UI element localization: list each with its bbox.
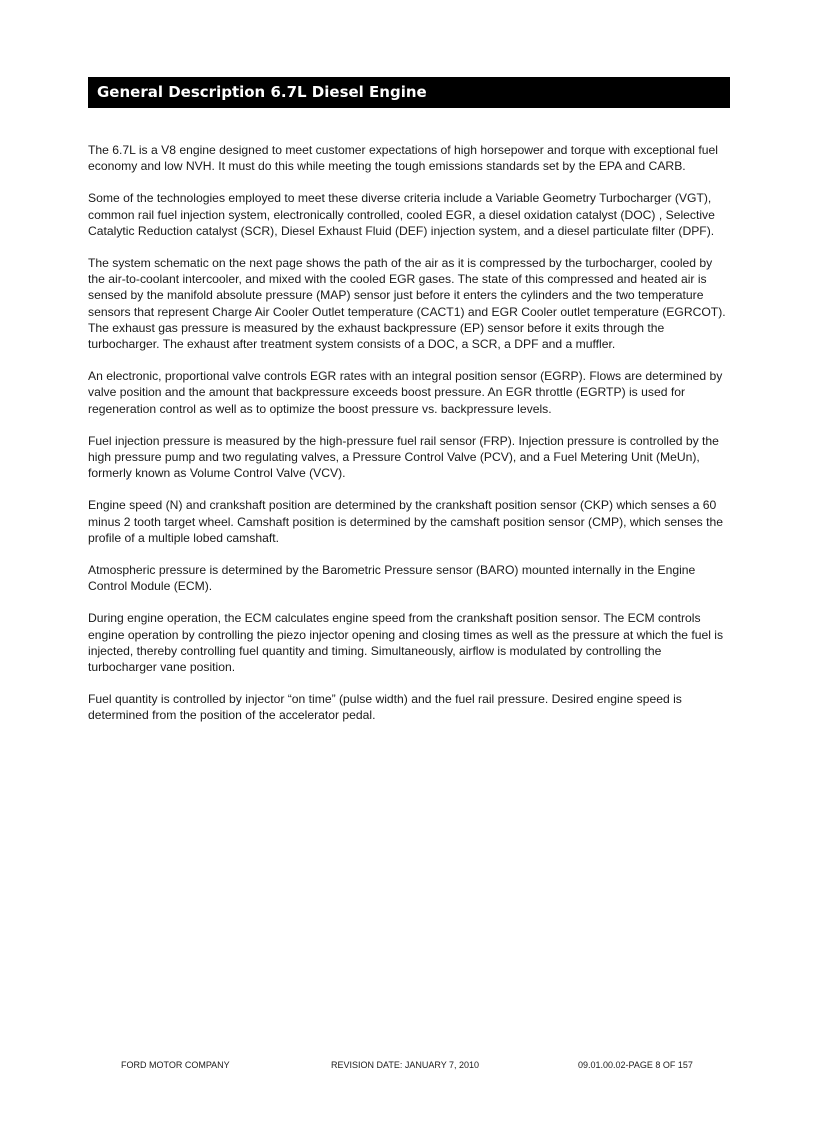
footer-page-number: 09.01.00.02-PAGE 8 OF 157 [578, 1060, 693, 1070]
section-header-bar [88, 77, 730, 108]
paragraph-system-schematic: The system schematic on the next page shows the path of the air as it is compressed by the turbocharger, cooled by the air-to-coolant intercooler, and mixed with the cooled EGR gases. The state of this compressed and heated air is sensed by the manifold absolute pressure (MAP) sensor just before it enters the cylinders and the two temperature sensors that represent Charge Air Cooler Outlet temperature (CACT1) and EGR Cooler outlet temperature (EGRCOT). The exhaust gas pressure is measured by the exhaust backpressure (EP) sensor before it exits through the turbocharger. The exhaust after treatment system consists of a DOC, a SCR, a DPF and a muffler. [88, 256, 726, 352]
section-title: General Description 6.7L Diesel Engine [97, 83, 427, 101]
footer-company: FORD MOTOR COMPANY [121, 1060, 230, 1070]
paragraph-fuel-quantity: Fuel quantity is controlled by injector “on time” (pulse width) and the fuel rail pressure. Desired engine speed is determined from the position of the accelerator pedal. [88, 692, 682, 723]
paragraph-egr-valve: An electronic, proportional valve controls EGR rates with an integral position sensor (EGRP). Flows are determined by valve position and the amount that backpressure exceeds boost pressure. An EGR throttle (EGRTP) is used for regeneration control as well as to optimize the boost pressure vs. backpressure levels. [88, 369, 723, 416]
paragraph-intro: The 6.7L is a V8 engine designed to meet customer expectations of high horsepower and torque with exceptional fuel economy and low NVH. It must do this while meeting the tough emissions standards set by the EPA and CARB. [88, 143, 718, 174]
body-content [88, 142, 730, 740]
paragraph-fuel-injection: Fuel injection pressure is measured by the high-pressure fuel rail sensor (FRP). Injection pressure is controlled by the high pressure pump and two regulating valves, a Pressure Control Valve (PCV), and a Fuel Metering Unit (MeUn), formerly known as Volume Control Valve (VCV). [88, 433, 719, 481]
paragraph-engine-speed: Engine speed (N) and crankshaft position are determined by the crankshaft position sensor (CKP) which senses a 60 minus 2 tooth target wheel. Camshaft position is determined by the camshaft position sensor (CMP), which senses the profile of a multiple lobed camshaft. [88, 498, 723, 545]
paragraph-ecm-operation: During engine operation, the ECM calculates engine speed from the crankshaft position sensor. The ECM controls engine operation by controlling the piezo injector opening and closing times as well as the pressure at which the fuel is injected, thereby controlling fuel quantity and timing. Simultaneously, airflow is modulated by controlling the turbocharger vane position. [88, 611, 724, 675]
paragraph-atmospheric-pressure: Atmospheric pressure is determined by the Barometric Pressure sensor (BARO) mounted internally in the Engine Control Module (ECM). [88, 563, 696, 594]
paragraph-technologies: Some of the technologies employed to meet these diverse criteria include a Variable Geometry Turbocharger (VGT), common rail fuel injection system, electronically controlled, cooled EGR, a diesel oxidation catalyst (DOC) , Selective Catalytic Reduction catalyst (SCR), Diesel Exhaust Fluid (DEF) injection system, and a diesel particulate filter (DPF). [88, 191, 715, 238]
footer-revision-date: REVISION DATE: JANUARY 7, 2010 [331, 1060, 480, 1070]
